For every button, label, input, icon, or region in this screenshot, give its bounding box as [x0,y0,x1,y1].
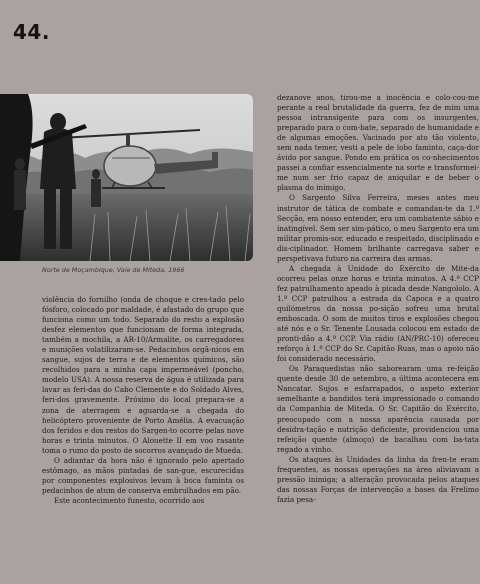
left-text-column [42,295,244,506]
photo-illustration [0,94,253,261]
paragraph: violência do fornilho (onda de choque e cres-tado pelo fósforo, colocado por maldade, é afastado do grupo que funciona como um todo. Separado do resto a explosão desfez elementos que funcionam de forma integrada, também a mochila, a AR-10/Armalite, os carregadores e munições volatilizaram-se. Pedacinhos orgâ-nicos em sangue, sujos de terra e de elementos químicos, são recolhidos para a minha capa impermeável (poncho, modelo USA). A nossa reserva de água é utilizada para lavar as feri-das do Cabo Clemente e do Soldado Alves, feri-dos gravemente. Próximo do local prepara-se a zona de aterragem e aguarda-se a chegada do helicóptero proveniente de Porto Amélia. A evacuação dos feridos e dos restos do Sargen-to ocorre pelas nove horas e trinta minutos. O Alouette II em voo rasante toma o rumo do posto de socorros avançado de Mueda. [42,295,244,455]
paragraph: A chegada à Unidade do Exército de Mite-da ocorreu pelas onze horas e trinta minutos. A 4.ª CCP fez patrulhamento apeado à picada desde Nangololo. A 1.ª CCP patrulhou a estrada da Capoca e a quatro quilómetros da nossa po-sição sofreu uma brutal emboscada. O som de muitos tiros e explosões chegou até nós e o Sr. Tenente Lousada colocou em estado de pronti-dão a 4.ª CCP. Via rádio (AN/PRC-10) ofereceu reforço à 1.ª CCP do Sr. Capitão Ruas, mas o apoio não foi considerado necessário. [277,263,479,364]
helicopter-photo [0,94,253,261]
page-number: 44. [13,20,50,44]
paragraph: Os Paraquedistas não saborearam uma re-feição quente desde 30 de setembro, a última acontecera em Nancatar. Sujos e esfarrapados, o aspeto exterior semelhante a bandidos terá impressionado o comando da Companhia de Miteda. O Sr. Capitão do Exército, preocupado com a nossa aparência causada por desidra-tação e nutrição deficiente, providenciou uma refeição quente (almoço) de bacalhau com ba-tata regado a vinho. [277,364,479,454]
right-text-column [277,93,479,505]
paragraph: Este acontecimento funesto, ocorrido aos [54,495,205,505]
paragraph: Os ataques às Unidades da linha da fren-te eram frequentes, as nossas operações na área aliviavam a pressão inimiga; a alteração provocada pelos ataques das nossas Forças de intervenção a bases da Frelimo fazia pesa- [277,454,479,504]
paragraph: dezanove anos, tirou-me a inocência e colo-cou-me perante a real brutalidade da guerra, fez de mim uma pessoa intransigente para com os insurgentes, preparado para o com-bate, separado de humanidade e de algumas emoções. Vacinado por ato tão violento, sem nada temer, vesti a pele de lobo faminto, caça-dor ávido por sangue. Pondo em prática os co-nhecimentos passei a confiar essencialmente na sorte e transformei-me num ser frio capaz de aniquilar e de beber o plasma do inimigo. [277,93,479,193]
paragraph: O Sargento Silva Ferreira, meses antes meu instrutor de tática de combate e comandan-te da 1.ª Secção, em nosso entender, era um combatente sábio e inatingível. Sem ser sim-pático, o meu Sargento era um militar promis-sor, educado e respeitado, disciplinado e dis-ciplinador. Homem brilhante carregava saber e perspetivava futuro na carreira das armas. [277,193,479,263]
photo-caption: Norte de Moçambique, Vale de Miteda, 1966 [42,266,185,274]
paragraph: O adiantar da hora não é ignorado pelo apertado estômago, as mãos pintadas de san-gue, escurecidas por componentes explosivos levam à boca faminta os pedacinhos de atum de conserva embrulhados em pão. [42,455,244,495]
